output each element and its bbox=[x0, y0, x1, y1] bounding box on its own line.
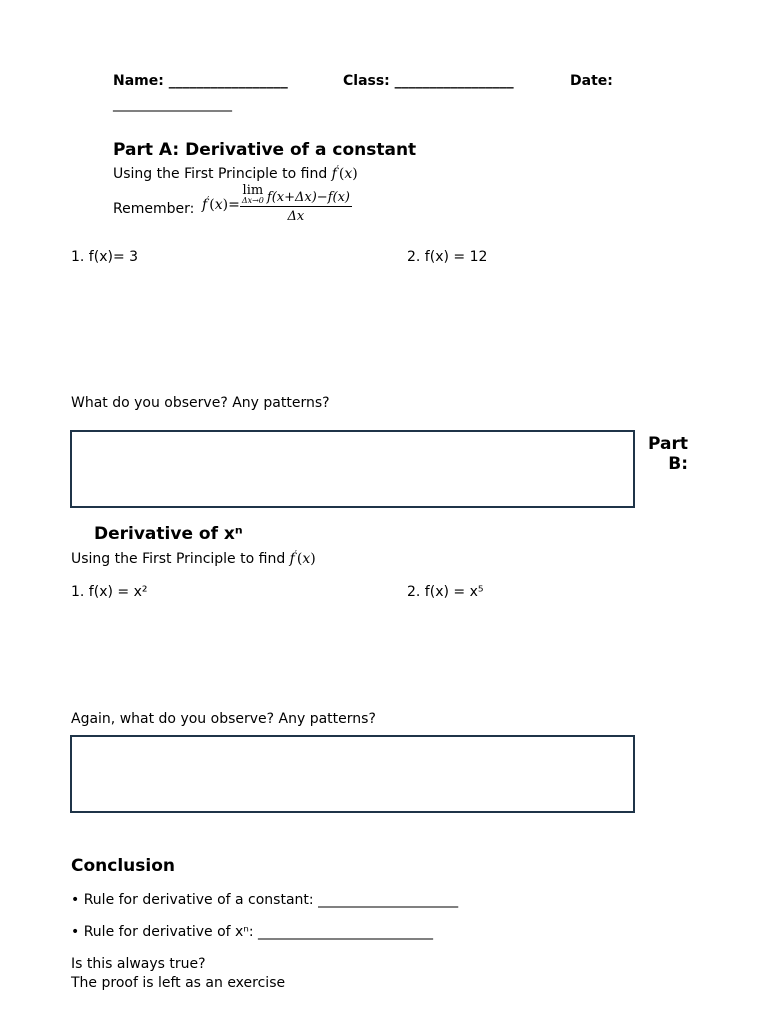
first-principle-formula: f′(x)= lim Δx→0 f(x+Δx)−f(x) Δx bbox=[202, 183, 350, 224]
rule-power: • Rule for derivative of xⁿ: _________________________ bbox=[71, 924, 434, 940]
rule-constant: • Rule for derivative of a constant: ____________________ bbox=[71, 892, 459, 908]
part-a-instruction-text: Using the First Principle to find bbox=[113, 166, 328, 182]
part-a-answer-box[interactable] bbox=[70, 430, 635, 508]
part-a-title: Part A: Derivative of a constant bbox=[113, 140, 417, 160]
f-prime-expression: f′(x) bbox=[289, 550, 316, 567]
part-a-question-1: 1. f(x)= 3 bbox=[71, 249, 139, 265]
part-a-observe-prompt: What do you observe? Any patterns? bbox=[71, 395, 330, 411]
part-b-instruction bbox=[71, 550, 316, 567]
lim-subscript: Δx→0 bbox=[241, 196, 264, 205]
conclusion-title: Conclusion bbox=[71, 856, 175, 876]
lim-word: lim bbox=[242, 183, 264, 198]
name-field-label: Name: _________________ bbox=[113, 73, 288, 89]
part-b-question-2: 2. f(x) = x⁵ bbox=[407, 584, 484, 600]
part-b-label-part: Part bbox=[648, 434, 688, 454]
date-field-label: Date: bbox=[570, 73, 613, 89]
part-b-title: Derivative of xⁿ bbox=[94, 524, 243, 544]
proof-note: The proof is left as an exercise bbox=[71, 975, 286, 991]
class-field-label: Class: _________________ bbox=[343, 73, 514, 89]
part-b-question-1: 1. f(x) = x² bbox=[71, 584, 148, 600]
part-b-label-b: B: bbox=[668, 454, 688, 474]
always-true-question: Is this always true? bbox=[71, 956, 206, 972]
part-b-answer-box[interactable] bbox=[70, 735, 635, 813]
formula-denominator: Δx bbox=[287, 209, 305, 224]
part-b-label bbox=[645, 434, 688, 474]
part-a-instruction bbox=[113, 165, 358, 182]
part-a-question-2: 2. f(x) = 12 bbox=[407, 249, 488, 265]
part-b-observe-prompt: Again, what do you observe? Any patterns? bbox=[71, 711, 376, 727]
f-prime-expression: f′(x) bbox=[331, 165, 358, 182]
formula-numerator: f(x+Δx)−f(x) bbox=[266, 190, 350, 205]
part-b-instruction-text: Using the First Principle to find bbox=[71, 551, 286, 567]
remember-label: Remember: bbox=[113, 201, 195, 217]
date-line: _________________ bbox=[113, 96, 232, 112]
